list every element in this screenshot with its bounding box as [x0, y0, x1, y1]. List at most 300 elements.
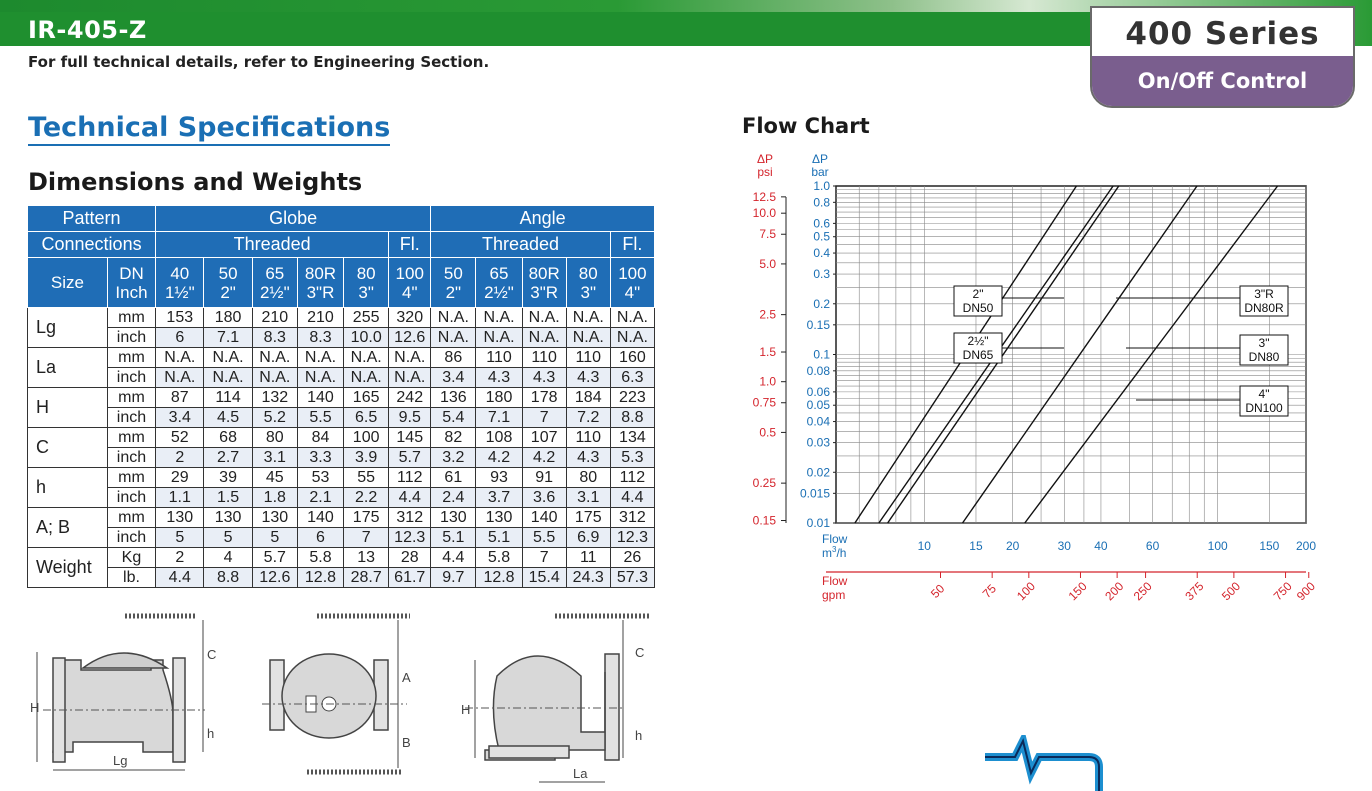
table-cell: 28 — [389, 548, 431, 568]
angle-threaded-header: Threaded — [431, 232, 611, 258]
table-cell: 140 — [297, 508, 343, 528]
table-cell: 2 — [156, 448, 204, 468]
m3h-tick-label: 200 — [1295, 539, 1317, 553]
table-cell: 210 — [252, 308, 297, 328]
unit-label: inch — [107, 448, 155, 468]
table-cell: 165 — [344, 388, 389, 408]
dim-h-big: H — [30, 700, 40, 715]
table-cell: 61.7 — [389, 568, 431, 588]
table-cell: 5.7 — [252, 548, 297, 568]
table-cell: 3.7 — [476, 488, 522, 508]
unit-label: inch — [107, 328, 155, 348]
table-cell: 4.3 — [566, 448, 610, 468]
table-cell: 4.3 — [476, 368, 522, 388]
size-col-8 — [522, 258, 566, 308]
connections-header: Connections — [28, 232, 156, 258]
size-inch: 3" — [358, 282, 374, 302]
table-cell: 132 — [252, 388, 297, 408]
table-cell: 3.1 — [566, 488, 610, 508]
bar-tick-label: 0.6 — [813, 216, 830, 231]
table-cell: 178 — [522, 388, 566, 408]
table-cell: 2.1 — [297, 488, 343, 508]
table-cell: 3.4 — [156, 408, 204, 428]
table-cell: N.A. — [204, 368, 252, 388]
table-row — [28, 428, 655, 448]
bar-tick-label: 0.1 — [813, 347, 830, 362]
series-label-dn: DN50 — [962, 301, 994, 315]
table-cell: 5.8 — [476, 548, 522, 568]
unit-label: mm — [107, 468, 155, 488]
unit-label: inch — [107, 488, 155, 508]
size-col-7 — [476, 258, 522, 308]
size-col-10 — [610, 258, 654, 308]
gpm-tick-label: 75 — [979, 581, 1000, 601]
size-col-2 — [252, 258, 297, 308]
table-row — [28, 308, 655, 328]
table-row — [28, 368, 655, 388]
psi-tick-label: 5.0 — [759, 256, 776, 271]
series-badge — [1090, 6, 1355, 108]
table-cell: 2.7 — [204, 448, 252, 468]
table-cell: 1.1 — [156, 488, 204, 508]
dim-la: La — [573, 766, 588, 781]
table-cell: 180 — [476, 388, 522, 408]
table-cell: 140 — [522, 508, 566, 528]
table-cell: 5 — [252, 528, 297, 548]
table-cell: 9.5 — [389, 408, 431, 428]
m3h-tick-label: 10 — [917, 539, 931, 553]
size-col-4 — [344, 258, 389, 308]
table-cell: 140 — [297, 388, 343, 408]
table-cell: 6.3 — [610, 368, 654, 388]
table-cell: 107 — [522, 428, 566, 448]
table-cell: 86 — [431, 348, 476, 368]
globe-flanged-header: Fl. — [389, 232, 431, 258]
table-row — [28, 548, 655, 568]
table-cell: 5.8 — [297, 548, 343, 568]
table-cell: 12.6 — [252, 568, 297, 588]
dim-b: B — [402, 735, 411, 750]
series-label-dn: DN80 — [1248, 350, 1280, 364]
table-cell: 4.4 — [156, 568, 204, 588]
table-cell: 5.3 — [610, 448, 654, 468]
table-cell: 7 — [522, 548, 566, 568]
table-cell: 5.5 — [297, 408, 343, 428]
dim-a: A — [402, 670, 411, 685]
flow-chart-heading: Flow Chart — [742, 114, 870, 138]
table-cell: 175 — [344, 508, 389, 528]
table-cell: N.A. — [344, 348, 389, 368]
unit-label: inch — [107, 408, 155, 428]
table-cell: 136 — [431, 388, 476, 408]
psi-tick-label: 0.75 — [752, 395, 776, 410]
size-header: Size — [28, 258, 108, 308]
gpm-tick-label: 750 — [1270, 579, 1295, 604]
table-cell: 12.3 — [610, 528, 654, 548]
table-cell: 5.7 — [389, 448, 431, 468]
globe-valve-side-drawing — [25, 612, 220, 784]
size-inch: 3"R — [530, 282, 559, 302]
table-cell: 80 — [252, 428, 297, 448]
unit-label: lb. — [107, 568, 155, 588]
table-cell: 15.4 — [522, 568, 566, 588]
m3h-tick-label: 40 — [1094, 539, 1108, 553]
table-cell: 5.4 — [431, 408, 476, 428]
table-cell: 153 — [156, 308, 204, 328]
psi-tick-label: 0.5 — [759, 425, 776, 440]
series-label-size: 3" — [1258, 336, 1270, 350]
globe-valve-front-drawing — [262, 612, 422, 784]
bar-tick-label: 0.2 — [813, 296, 830, 311]
table-row — [28, 468, 655, 488]
table-cell: 130 — [431, 508, 476, 528]
table-cell: 3.9 — [344, 448, 389, 468]
gpm-tick-label: 375 — [1182, 579, 1207, 604]
m3h-tick-label: 150 — [1259, 539, 1280, 553]
table-row — [28, 388, 655, 408]
table-cell: 5.5 — [522, 528, 566, 548]
table-cell: 4.4 — [389, 488, 431, 508]
table-cell: N.A. — [156, 368, 204, 388]
table-cell: 55 — [344, 468, 389, 488]
table-row — [28, 488, 655, 508]
table-cell: 93 — [476, 468, 522, 488]
table-cell: N.A. — [476, 328, 522, 348]
psi-tick-label: 0.15 — [752, 513, 776, 528]
table-cell: 5.1 — [476, 528, 522, 548]
psi-tick-label: 12.5 — [752, 189, 776, 204]
table-cell: 5.1 — [431, 528, 476, 548]
pattern-header: Pattern — [28, 206, 156, 232]
size-col-1 — [204, 258, 252, 308]
table-cell: N.A. — [297, 348, 343, 368]
unit-label: Kg — [107, 548, 155, 568]
table-cell: 12.6 — [389, 328, 431, 348]
bar-tick-label: 0.3 — [813, 267, 830, 282]
size-col-5 — [389, 258, 431, 308]
gpm-axis-unit: gpm — [822, 588, 846, 602]
table-cell: 312 — [610, 508, 654, 528]
size-dn: 40 — [170, 263, 190, 283]
bar-tick-label: 0.06 — [806, 384, 830, 399]
angle-flanged-header: Fl. — [610, 232, 654, 258]
table-cell: 4 — [204, 548, 252, 568]
table-cell: N.A. — [566, 308, 610, 328]
dim-c-angle: C — [635, 645, 645, 660]
size-dn: 65 — [265, 263, 285, 283]
table-cell: 130 — [252, 508, 297, 528]
table-row — [28, 528, 655, 548]
table-cell: 242 — [389, 388, 431, 408]
table-row — [28, 328, 655, 348]
table-cell: 7 — [522, 408, 566, 428]
table-cell: 9.7 — [431, 568, 476, 588]
table-cell: 7.2 — [566, 408, 610, 428]
size-inch: 3"R — [306, 282, 335, 302]
table-cell: N.A. — [566, 328, 610, 348]
table-cell: 3.1 — [252, 448, 297, 468]
table-cell: 114 — [204, 388, 252, 408]
size-dn: 80R — [528, 263, 560, 283]
table-cell: 5 — [156, 528, 204, 548]
m3h-tick-label: 20 — [1005, 539, 1020, 553]
size-dn: 65 — [489, 263, 509, 283]
m3h-axis-unit: $m^3/h$ — [822, 545, 847, 560]
table-cell: 255 — [344, 308, 389, 328]
gpm-tick-label: 50 — [928, 581, 948, 601]
bar-tick-label: 0.4 — [813, 246, 830, 261]
table-cell: 6.5 — [344, 408, 389, 428]
size-inch: 2½" — [484, 282, 514, 302]
psi-axis-title: ΔP — [756, 152, 774, 166]
table-cell: N.A. — [252, 348, 297, 368]
table-cell: 7.1 — [476, 408, 522, 428]
table-cell: 52 — [156, 428, 204, 448]
table-cell: 8.3 — [297, 328, 343, 348]
bar-tick-label: 0.02 — [806, 465, 830, 480]
table-cell: 312 — [389, 508, 431, 528]
series-label-size: 2" — [972, 287, 984, 301]
row-label: H — [28, 388, 108, 428]
series-subtitle: On/Off Control — [1092, 56, 1353, 106]
table-row — [28, 348, 655, 368]
size-dn: 50 — [443, 263, 463, 283]
table-cell: N.A. — [389, 348, 431, 368]
table-cell: 3.3 — [297, 448, 343, 468]
table-cell: 320 — [389, 308, 431, 328]
table-cell: N.A. — [204, 348, 252, 368]
table-cell: 112 — [610, 468, 654, 488]
row-label: h — [28, 468, 108, 508]
table-cell: 53 — [297, 468, 343, 488]
table-cell: 5.2 — [252, 408, 297, 428]
psi-tick-label: 7.5 — [759, 227, 776, 242]
angle-header: Angle — [431, 206, 655, 232]
inch-label: Inch — [115, 282, 148, 302]
table-cell: 4.2 — [522, 448, 566, 468]
table-cell: 210 — [297, 308, 343, 328]
table-row — [28, 508, 655, 528]
table-cell: N.A. — [389, 368, 431, 388]
dim-lg: Lg — [113, 753, 128, 768]
size-dn: 100 — [395, 263, 424, 283]
row-label: A; B — [28, 508, 108, 548]
size-inch: 4" — [624, 282, 641, 302]
table-cell: N.A. — [252, 368, 297, 388]
table-cell: 11 — [566, 548, 610, 568]
table-cell: 130 — [204, 508, 252, 528]
table-cell: 13 — [344, 548, 389, 568]
decorative-pipe-graphic — [985, 735, 1115, 791]
bar-tick-label: 0.05 — [806, 398, 830, 413]
table-cell: N.A. — [156, 348, 204, 368]
size-inch: 4" — [401, 282, 418, 302]
table-cell: 110 — [566, 428, 610, 448]
size-dn: 50 — [218, 263, 238, 283]
table-cell: 80 — [566, 468, 610, 488]
table-cell: 26 — [610, 548, 654, 568]
series-label-dn: DN65 — [962, 348, 994, 362]
table-cell: N.A. — [344, 368, 389, 388]
table-row — [28, 408, 655, 428]
table-row — [28, 568, 655, 588]
table-cell: 112 — [389, 468, 431, 488]
table-cell: 223 — [610, 388, 654, 408]
table-cell: 87 — [156, 388, 204, 408]
m3h-axis-title: Flow — [822, 532, 848, 546]
table-cell: 1.8 — [252, 488, 297, 508]
size-inch: 2½" — [259, 282, 290, 302]
unit-label: mm — [107, 388, 155, 408]
m3h-tick-label: 15 — [969, 539, 983, 553]
size-col-0 — [156, 258, 204, 308]
table-cell: 68 — [204, 428, 252, 448]
size-col-6 — [431, 258, 476, 308]
psi-tick-label: 1.0 — [759, 374, 776, 389]
table-cell: N.A. — [431, 308, 476, 328]
table-cell: 4.4 — [610, 488, 654, 508]
table-cell: 110 — [566, 348, 610, 368]
dimensions-table — [27, 205, 655, 588]
table-cell: N.A. — [610, 328, 654, 348]
series-label-size: 4" — [1258, 387, 1270, 401]
m3h-tick-label: 60 — [1145, 539, 1160, 553]
dn-inch-header — [107, 258, 155, 308]
table-cell: 2.2 — [344, 488, 389, 508]
table-cell: 8.8 — [204, 568, 252, 588]
bar-tick-label: 0.03 — [806, 435, 830, 450]
m3h-tick-label: 100 — [1207, 539, 1228, 553]
psi-tick-label: 2.5 — [759, 307, 776, 322]
unit-label: mm — [107, 308, 155, 328]
unit-label: inch — [107, 528, 155, 548]
table-cell: 84 — [297, 428, 343, 448]
table-cell: 4.2 — [476, 448, 522, 468]
gpm-tick-label: 500 — [1219, 579, 1244, 604]
bar-tick-label: 0.15 — [806, 317, 830, 332]
table-cell: 3.2 — [431, 448, 476, 468]
size-inch: 1½" — [164, 282, 195, 302]
size-inch: 2" — [445, 282, 462, 302]
table-cell: 10.0 — [344, 328, 389, 348]
psi-tick-label: 1.5 — [759, 345, 776, 360]
bar-tick-label: 0.01 — [806, 516, 830, 530]
dim-c: C — [207, 647, 217, 662]
table-cell: 3.4 — [431, 368, 476, 388]
gpm-axis-title: Flow — [822, 574, 848, 588]
angle-valve-drawing — [455, 612, 660, 791]
table-cell: 45 — [252, 468, 297, 488]
technical-specifications-heading: Technical Specifications — [28, 112, 390, 146]
table-cell: 7 — [344, 528, 389, 548]
table-cell: 180 — [204, 308, 252, 328]
size-dn: 100 — [618, 263, 647, 283]
size-inch: 2" — [220, 282, 236, 302]
table-cell: 39 — [204, 468, 252, 488]
series-label-dn: DN100 — [1245, 401, 1283, 415]
table-cell: 4.5 — [204, 408, 252, 428]
table-cell: N.A. — [522, 328, 566, 348]
bar-axis-unit: bar — [811, 165, 829, 179]
globe-header: Globe — [156, 206, 431, 232]
globe-threaded-header: Threaded — [156, 232, 389, 258]
table-cell: 4.3 — [522, 368, 566, 388]
series-label-dn: DN80R — [1244, 301, 1284, 315]
table-cell: N.A. — [610, 308, 654, 328]
bar-tick-label: 1.0 — [813, 179, 830, 193]
dim-h-small: h — [207, 726, 215, 741]
table-cell: 2 — [156, 548, 204, 568]
table-cell: 61 — [431, 468, 476, 488]
table-cell: 6 — [297, 528, 343, 548]
size-inch: 3" — [580, 282, 596, 302]
table-cell: 160 — [610, 348, 654, 368]
series-label-size: 2½" — [967, 334, 989, 348]
bar-tick-label: 0.8 — [813, 195, 830, 210]
dim-h-small-angle: h — [635, 728, 643, 743]
unit-label: mm — [107, 348, 155, 368]
model-title: IR-405-Z — [28, 16, 147, 44]
gpm-tick-label: 150 — [1065, 579, 1090, 604]
table-cell: 8.8 — [610, 408, 654, 428]
table-cell: 130 — [156, 508, 204, 528]
table-cell: 5 — [204, 528, 252, 548]
unit-label: mm — [107, 508, 155, 528]
table-cell: 2.4 — [431, 488, 476, 508]
row-label: La — [28, 348, 108, 388]
bar-tick-label: 0.5 — [813, 229, 830, 244]
gpm-tick-label: 250 — [1130, 579, 1155, 604]
bar-tick-label: 0.015 — [799, 486, 830, 501]
series-label-size: 3"R — [1254, 287, 1274, 301]
table-cell: 3.6 — [522, 488, 566, 508]
psi-tick-label: 0.25 — [752, 476, 776, 491]
table-cell: N.A. — [297, 368, 343, 388]
table-cell: 1.5 — [204, 488, 252, 508]
dimensions-heading: Dimensions and Weights — [28, 168, 363, 196]
dn-label: DN — [119, 263, 144, 283]
gpm-tick-label: 900 — [1293, 579, 1318, 604]
row-label: C — [28, 428, 108, 468]
table-cell: 134 — [610, 428, 654, 448]
bar-axis-title: ΔP — [811, 152, 829, 166]
table-cell: 145 — [389, 428, 431, 448]
series-title: 400 Series — [1125, 16, 1320, 52]
table-cell: 175 — [566, 508, 610, 528]
bar-tick-label: 0.04 — [806, 414, 830, 429]
table-cell: 108 — [476, 428, 522, 448]
size-dn: 80 — [356, 263, 376, 283]
psi-tick-label: 10.0 — [752, 206, 776, 221]
table-cell: 6 — [156, 328, 204, 348]
bar-tick-label: 0.08 — [806, 363, 830, 378]
row-label: Lg — [28, 308, 108, 348]
table-cell: 91 — [522, 468, 566, 488]
table-cell: 4.3 — [566, 368, 610, 388]
table-cell: N.A. — [431, 328, 476, 348]
table-cell: 110 — [522, 348, 566, 368]
gpm-tick-label: 100 — [1013, 579, 1039, 604]
table-cell: 12.8 — [476, 568, 522, 588]
table-cell: 12.3 — [389, 528, 431, 548]
table-cell: N.A. — [476, 308, 522, 328]
psi-axis-unit: psi — [757, 165, 773, 179]
table-cell: 29 — [156, 468, 204, 488]
table-cell: 28.7 — [344, 568, 389, 588]
table-cell: 110 — [476, 348, 522, 368]
unit-label: inch — [107, 368, 155, 388]
table-cell: 130 — [476, 508, 522, 528]
